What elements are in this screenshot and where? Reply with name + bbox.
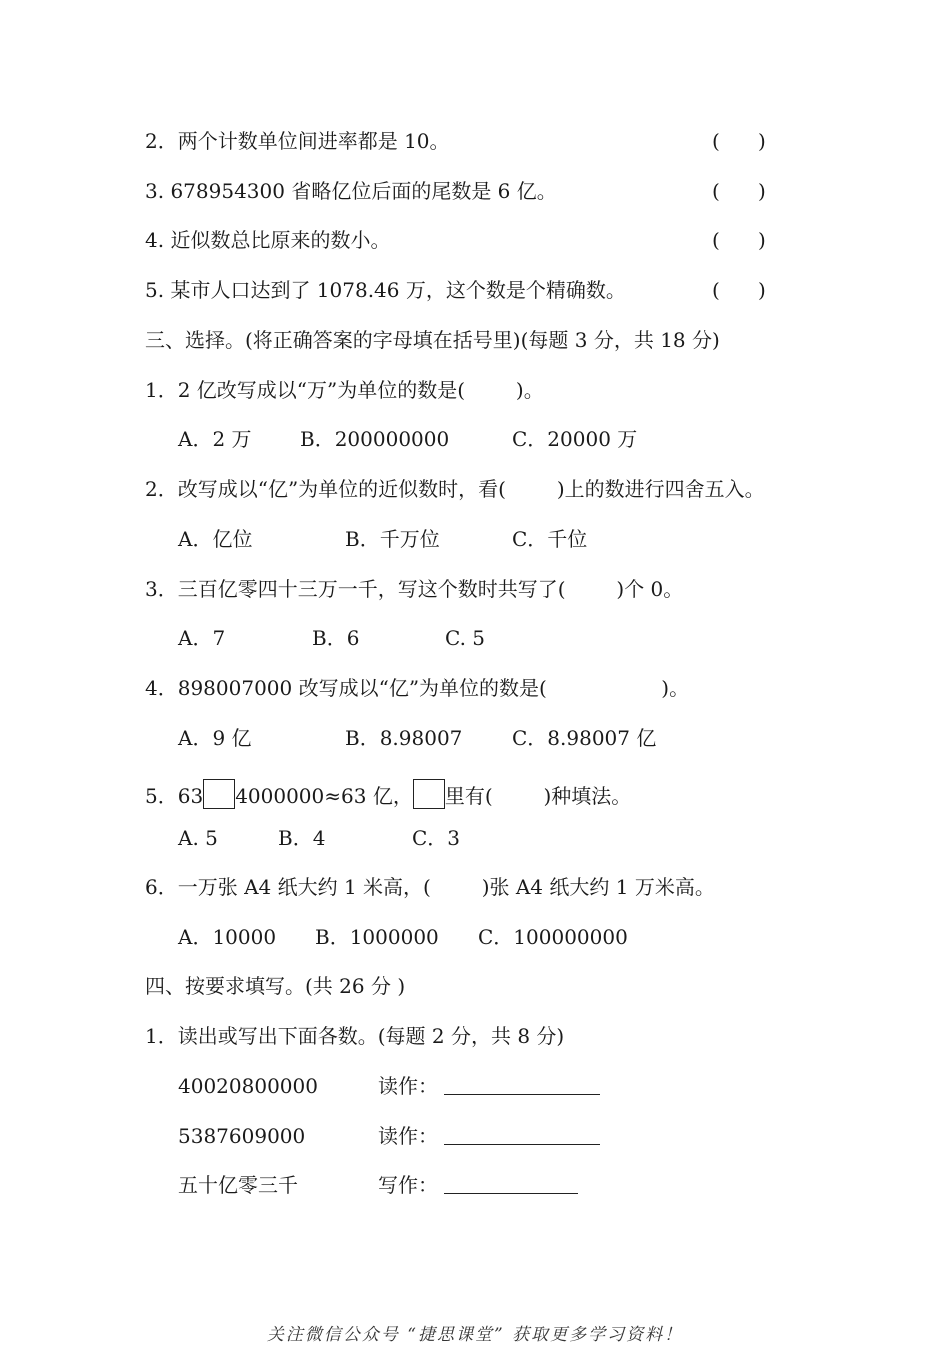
choice-q2-option-b[interactable]: B．千万位 <box>345 527 440 551</box>
choice-q1-option-a[interactable]: A．2 万 <box>178 427 252 451</box>
choice-q3-stem: 3．三百亿零四十三万一千，写这个数时共写了( )个 0。 <box>145 577 684 601</box>
section-3-heading: 三、选择。(将正确答案的字母填在括号里)(每题 3 分，共 18 分) <box>145 328 720 352</box>
digit-box-1 <box>203 779 235 809</box>
choice-q1-option-c[interactable]: C．20000 万 <box>512 427 638 451</box>
choice-q5-option-c[interactable]: C．3 <box>412 826 461 850</box>
choice-q4-option-c[interactable]: C．8.98007 亿 <box>512 726 657 750</box>
fill-label-2: 读作： <box>378 1124 438 1148</box>
tf-item-2: 2．两个计数单位间进率都是 10。 <box>145 129 450 153</box>
choice-q2-option-c[interactable]: C．千位 <box>512 527 588 551</box>
answer-line-2[interactable] <box>444 1123 600 1149</box>
tf-item-4: 4. 近似数总比原来的数小。 <box>145 228 391 252</box>
fill-label-1: 读作： <box>378 1074 438 1098</box>
answer-line-1[interactable] <box>444 1073 600 1099</box>
choice-q4-option-b[interactable]: B．8.98007 <box>345 726 463 750</box>
tf-item-3: 3. 678954300 省略亿位后面的尾数是 6 亿。 <box>145 179 557 203</box>
choice-q5-option-b[interactable]: B．4 <box>278 826 326 850</box>
footer-note: 关注微信公众号 “捷思课堂” 获取更多学习资料！ <box>266 1325 684 1345</box>
choice-q2-stem: 2．改写成以“亿”为单位的近似数时，看( )上的数进行四舍五入。 <box>145 477 765 501</box>
answer-line-3[interactable] <box>444 1172 578 1198</box>
fill-number-2: 5387609000 <box>178 1124 306 1148</box>
fill-number-1: 40020800000 <box>178 1074 318 1098</box>
tf-answer-paren-4[interactable]: ( ) <box>712 228 766 252</box>
choice-q2-option-a[interactable]: A．亿位 <box>178 527 253 551</box>
tf-item-5: 5. 某市人口达到了 1078.46 万，这个数是个精确数。 <box>145 278 626 302</box>
choice-q4-option-a[interactable]: A．9 亿 <box>178 726 252 750</box>
section-4-heading: 四、按要求填写。(共 26 分 ) <box>145 974 406 998</box>
digit-box-2 <box>413 779 445 809</box>
choice-q3-option-a[interactable]: A．7 <box>178 626 226 650</box>
tf-answer-paren-5[interactable]: ( ) <box>712 278 766 302</box>
choice-q6-option-a[interactable]: A．10000 <box>178 925 277 949</box>
fill-label-3: 写作： <box>378 1173 438 1197</box>
fill-q1-stem: 1．读出或写出下面各数。(每题 2 分，共 8 分) <box>145 1024 565 1048</box>
choice-q5-option-a[interactable]: A. 5 <box>178 826 218 850</box>
choice-q3-option-c[interactable]: C. 5 <box>445 626 486 650</box>
choice-q6-stem: 6．一万张 A4 纸大约 1 米高，( )张 A4 纸大约 1 万米高。 <box>145 875 715 899</box>
choice-q5-text-2: 4000000≈63 亿， <box>235 784 413 808</box>
choice-q3-option-b[interactable]: B．6 <box>312 626 360 650</box>
choice-q1-option-b[interactable]: B．200000000 <box>300 427 450 451</box>
choice-q5-text-1: 5．63 <box>145 784 204 808</box>
tf-answer-paren-3[interactable]: ( ) <box>712 179 766 203</box>
choice-q5-stem <box>145 779 631 809</box>
fill-number-3: 五十亿零三千 <box>178 1173 298 1197</box>
choice-q6-option-c[interactable]: C．100000000 <box>478 925 628 949</box>
tf-answer-paren-2[interactable]: ( ) <box>712 129 766 153</box>
choice-q4-stem: 4．898007000 改写成以“亿”为单位的数是( )。 <box>145 676 690 700</box>
choice-q6-option-b[interactable]: B．1000000 <box>315 925 439 949</box>
choice-q1-stem: 1．2 亿改写成以“万”为单位的数是( )。 <box>145 378 544 402</box>
choice-q5-text-3: 里有( )种填法。 <box>444 784 632 808</box>
